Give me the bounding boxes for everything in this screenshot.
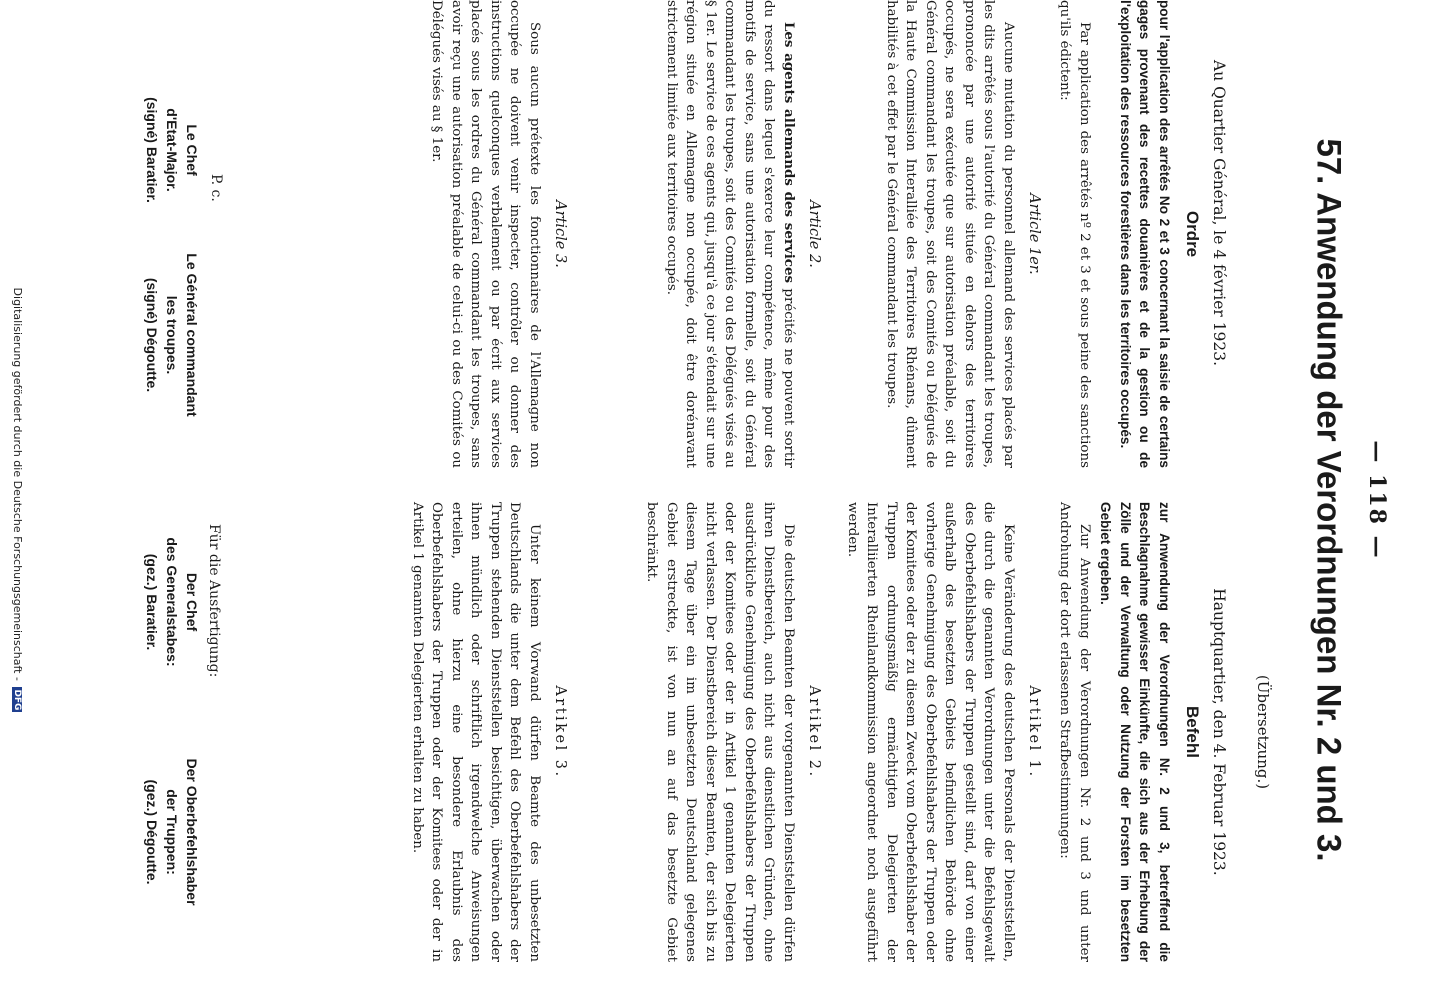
german-article3-text: Unter keinem Vorwand dürfen Beamte des unbesetzten Deutschlands die unter dem Befehl des Oberbefehlshabers der Truppen stehenden Dienststellen besichtigen, überwachen oder ihnen mündlich oder schriftlich irgendwelche Anweisungen erteilen, ohne hierzu eine besondere Erlaubnis des Oberbefehlshabers der Truppen oder der Komitees oder der in Artikel 1 genannten Delegierten erhalten zu haben. (410, 502, 542, 962)
german-article2-text: Die deutschen Beamten der vorgenannten Dienststellen dürfen ihren Dienstbereich, auch nicht aus dienstlichen Gründen, ohne ausdrückliche Genehmigung des Oberbefehlshabers der Truppen oder der Komitees oder der in Artikel 1 genannten Delegierten nicht verlassen. Der Dienstbereich dieser Beamten, der sich bis zu diesem Tage über ein im unbesetzten Deutschland gelegenes Gebiet erstreckte, ist von nun an auf das besetzte Gebiet beschränkt. (644, 502, 796, 962)
signature-line: der Truppen: (164, 789, 180, 875)
signature-line: d'Etat-Major. (164, 108, 180, 192)
signature-line: des Generalstabes: (164, 537, 180, 667)
french-preamble: Par application des arrêtés nº 2 et 3 et sous peine des sanctions qu'ils édictent: (1057, 0, 1092, 468)
french-article2-title: Article 2. (806, 200, 822, 268)
signature-line: Der Chef (184, 572, 200, 632)
signature-line: Le Chef (184, 124, 200, 176)
german-article3-title: Artikel 3. (552, 685, 568, 779)
french-article3-title: Article 3. (552, 200, 568, 268)
french-article1-text: Aucune mutation du personnel allemand des services placés par les dits arrêtés sous l'autorité du Général commandant les troupes, prononcée par une autorité située en dehors des territoires occupés, ne sera exécutée que sur autorisation préalable, soit du Général commandant les troupes, soit des Comités ou Délégués de la Haute Commission Interalliée des Territoires Rhénans, dûment habilités à cet effet par le Général commandant les troupes. (884, 0, 1016, 468)
french-pc: P. c. (208, 174, 224, 202)
german-place-date: Hauptquartier, den 4. Februar 1923. (1210, 588, 1228, 876)
german-preamble: Zur Anwendung der Verordnungen Nr. 2 und 3 und unter Androhung der dort erlassenen Strafbestimmungen: (1057, 502, 1092, 962)
french-article3-text: Sous aucun prétexte les fonctionnaires de l'Allemagne non occupée ne doivent venir inspecter, contrôler ou donner des instructions quelconques verbalement ou par écrit aux services placés sous les ordres du Général commandant les troupes, sans avoir reçu une autorisation préalable de celui-ci ou des Comités ou Délégués visés au § 1er. (429, 0, 542, 468)
german-article1-text: Keine Veränderung des deutschen Personals der Dienststellen, die durch die genannten Verordnungen unter die Befehlsgewalt des Oberbefehlshabers der Truppen gestellt sind, darf von einer außerhalb des besetzten Gebiets befindlichen Behörde ohne vorherige Genehmigung des Oberbefehlshabers der Truppen oder der Komitees oder der zu diesem Zweck vom Oberbefehlshaber der Truppen ordnungsmäßig ermächtigten Delegierten der Interalliierten Rheinlandkommission angeordnet noch ausgeführt werden. (845, 502, 1016, 962)
french-article1-title: Article 1er. (1026, 193, 1042, 275)
french-article2-lead: Les agents allemands des services (781, 22, 797, 284)
signature-line: Le Général commandant (184, 253, 200, 417)
footer-text: Digitalisierung gefördert durch die Deutsche Forschungsgemeinschaft - (11, 287, 24, 681)
signature-line: les troupes. (164, 295, 180, 375)
page-title: 57. Anwendung der Verordnungen Nr. 2 und 3. (1310, 138, 1349, 862)
german-intro: zur Anwendung der Verordnungen Nr. 2 und 3, betreffend die Beschlagnahme gewisser Einkünfte, die sich aus der Erhebung der Zölle und der Verwaltung oder Nutzung der Forsten im besetzten Gebiet ergeben. (1098, 502, 1172, 962)
french-signature-chief (142, 60, 202, 240)
german-heading: Befehl (1183, 706, 1202, 758)
signature-line: Der Oberbefehlshaber (184, 758, 200, 906)
signature-line: (gez.) Dégoutte. (144, 779, 160, 885)
dfg-logo-icon: DFG (12, 689, 22, 711)
french-article2-text: précités ne pouvent sortir du ressort dans lequel s'exerce leur compétence, même pour des motifs de service, sans une autorisation formelle, soit du Général commandant les troupes, soit des Comités ou des Délégués visés au § 1er. Le service de ces agents qui, jusqu'à ce jour s'étendait sur une région située en Allemagne non occupée, doit être dorénavant strictement limitée aux territoires occupés. (664, 0, 796, 469)
german-signature-chief (142, 502, 202, 702)
digitization-footer (11, 0, 24, 1000)
french-article2-paragraph (662, 0, 799, 468)
signature-line: (gez.) Baratier. (144, 553, 160, 651)
page-number: — 118 — (1364, 440, 1390, 560)
german-article1-title: Artikel 1. (1026, 685, 1042, 779)
signature-line: (signé) Baratier. (144, 97, 160, 203)
french-heading: Ordre (1183, 210, 1202, 258)
german-fuer-die-ausfertigung: Für die Ausfertigung: (206, 524, 222, 678)
signature-line: (signé) Dégoutte. (144, 277, 160, 393)
german-subtitle: (Übersetzung.) (1254, 674, 1272, 790)
french-intro: pour l'application des arrêtés No 2 et 3 concernant la saisie de certains gages provenant des recettes douanières et de la gestion ou de l'exploitation des ressources forestières dans les territoires occupés. (1118, 0, 1172, 468)
french-place-date: Au Quartier Général, le 4 février 1923. (1210, 60, 1228, 367)
french-signature-commander (142, 230, 202, 440)
german-article2-title: Artikel 2. (806, 685, 822, 779)
german-signature-commander (142, 722, 202, 942)
